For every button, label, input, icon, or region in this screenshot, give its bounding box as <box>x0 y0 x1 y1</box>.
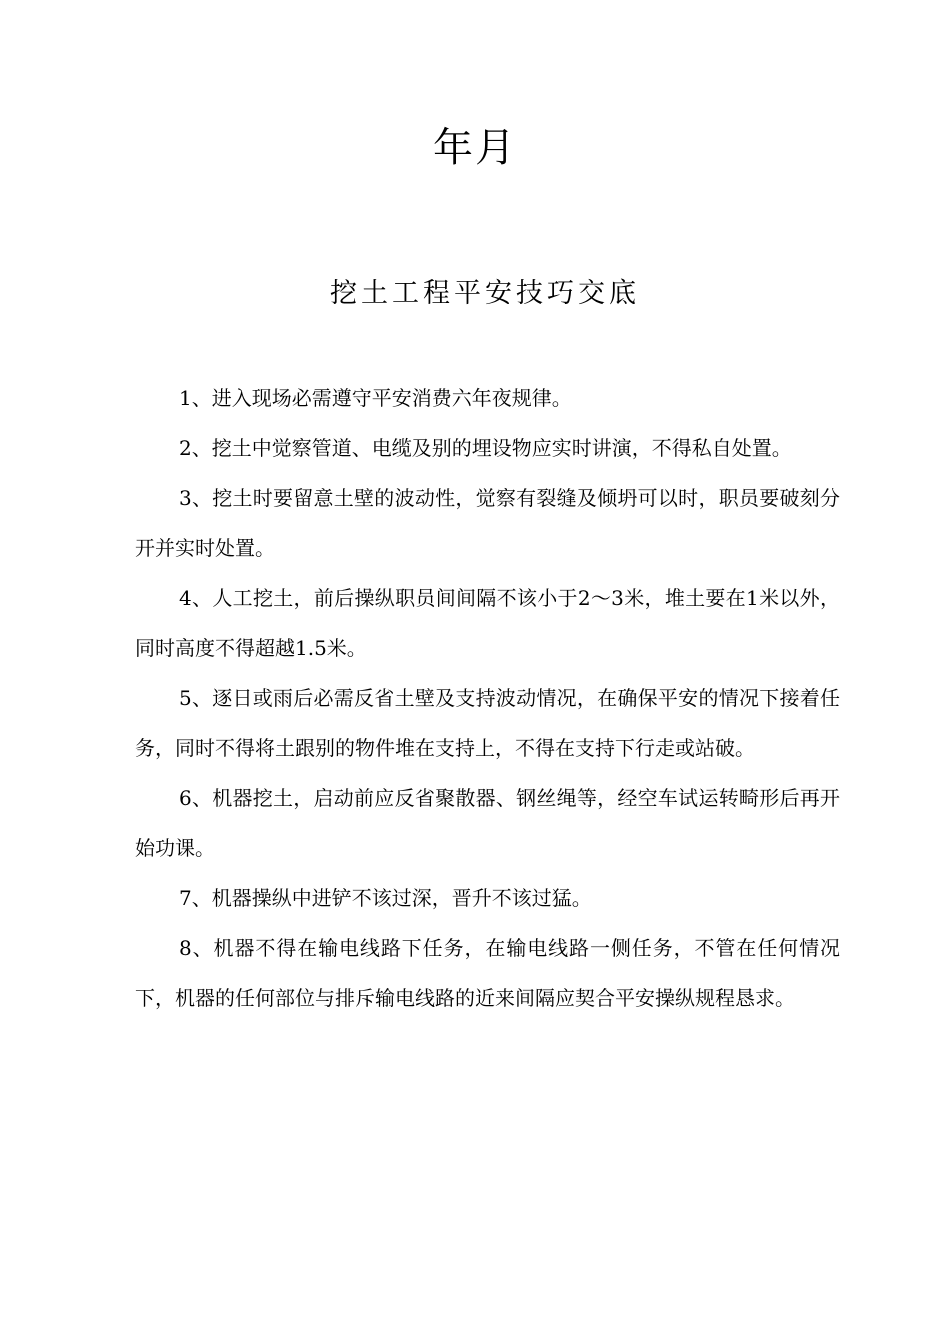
document-title: 挖土工程平安技巧交底 <box>330 278 640 309</box>
document-body <box>135 373 840 1023</box>
date-heading: 年月 <box>433 125 517 171</box>
paragraph-8: 8、机器不得在输电线路下任务，在输电线路一侧任务，不管在任何情况下，机器的任何部位与排斥输电线路的近来间隔应契合平安操纵规程恳求。 <box>135 936 840 1010</box>
paragraph-5: 5、逐日或雨后必需反省土壁及支持波动情况，在确保平安的情况下接着任务，同时不得将土跟别的物件堆在支持上，不得在支持下行走或站破。 <box>135 686 840 760</box>
paragraph-6: 6、机器挖土，启动前应反省聚散器、钢丝绳等，经空车试运转畸形后再开始功课。 <box>135 786 840 860</box>
paragraph-1: 1、进入现场必需遵守平安消费六年夜规律。 <box>179 386 572 410</box>
paragraph-3: 3、挖土时要留意土壁的波动性，觉察有裂缝及倾坍可以时，职员要破刻分开并实时处置。 <box>135 486 840 560</box>
paragraph-7: 7、机器操纵中进铲不该过深，晋升不该过猛。 <box>179 886 592 910</box>
paragraph-2: 2、挖土中觉察管道、电缆及别的埋设物应实时讲演，不得私自处置。 <box>179 436 792 460</box>
paragraph-4: 4、人工挖土，前后操纵职员间间隔不该小于2～3米，堆土要在1米以外，同时高度不得超越1.5米。 <box>135 586 840 660</box>
